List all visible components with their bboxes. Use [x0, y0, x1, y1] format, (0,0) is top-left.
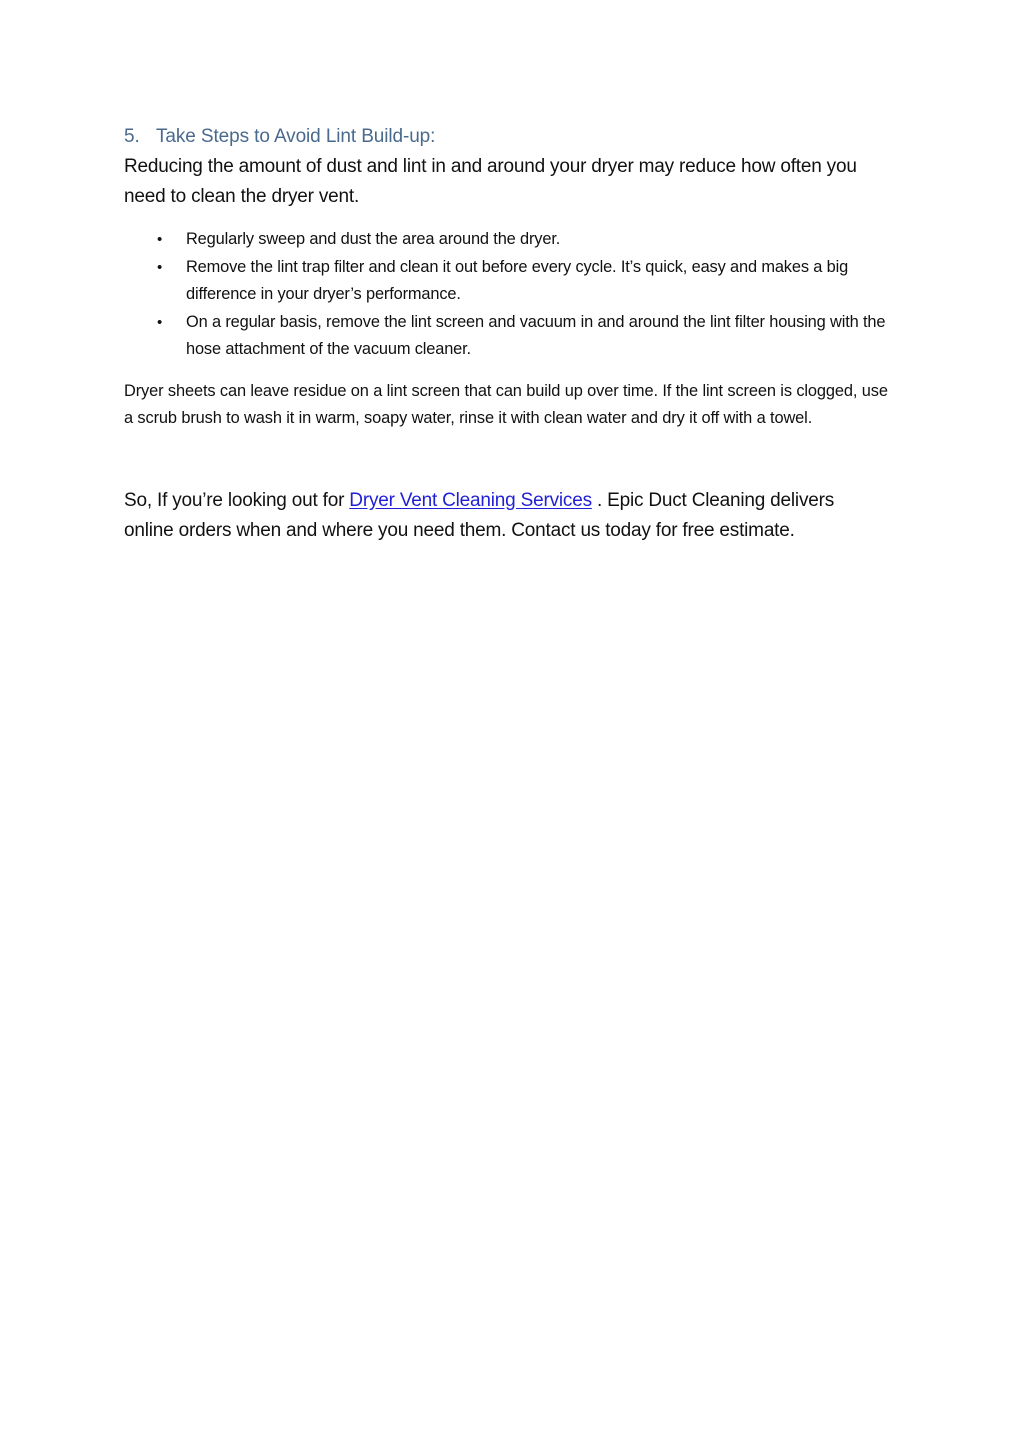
list-item	[124, 309, 894, 364]
cta-prefix: So, If you’re looking out for	[124, 489, 350, 511]
document-content	[124, 124, 894, 546]
bullet-icon: •	[157, 231, 163, 248]
list-item-text: On a regular basis, remove the lint screen and vacuum in and around the lint filter housing with the hose attachment of the vacuum cleaner.	[186, 312, 886, 358]
dryer-vent-services-link[interactable]: Dryer Vent Cleaning Services	[349, 489, 592, 511]
section-number: 5.	[124, 126, 140, 147]
list-item-text: Remove the lint trap filter and clean it out before every cycle. It’s quick, easy and makes a big difference in your dryer’s performance.	[186, 257, 849, 303]
section-heading-text: Take Steps to Avoid Lint Build-up:	[156, 126, 436, 147]
cta-suffix: . Epic Duct Cleaning delivers online orders when and where you need them. Contact us today for free estimate.	[124, 489, 835, 541]
section-intro: Reducing the amount of dust and lint in and around your dryer may reduce how often you need to clean the dryer vent.	[124, 156, 857, 207]
bullet-icon: •	[157, 313, 163, 331]
list-item	[124, 254, 894, 309]
list-item	[124, 226, 894, 254]
call-to-action	[124, 486, 874, 546]
list-item-text: Regularly sweep and dust the area around the dryer.	[186, 230, 561, 248]
bullet-icon: •	[157, 258, 163, 276]
section-heading	[124, 124, 894, 150]
lint-tips-list	[124, 226, 894, 364]
residue-note: Dryer sheets can leave residue on a lint screen that can build up over time. If the lint screen is clogged, use a scrub brush to wash it in warm, soapy water, rinse it with clean water and dry it off with a towel.	[124, 381, 888, 427]
